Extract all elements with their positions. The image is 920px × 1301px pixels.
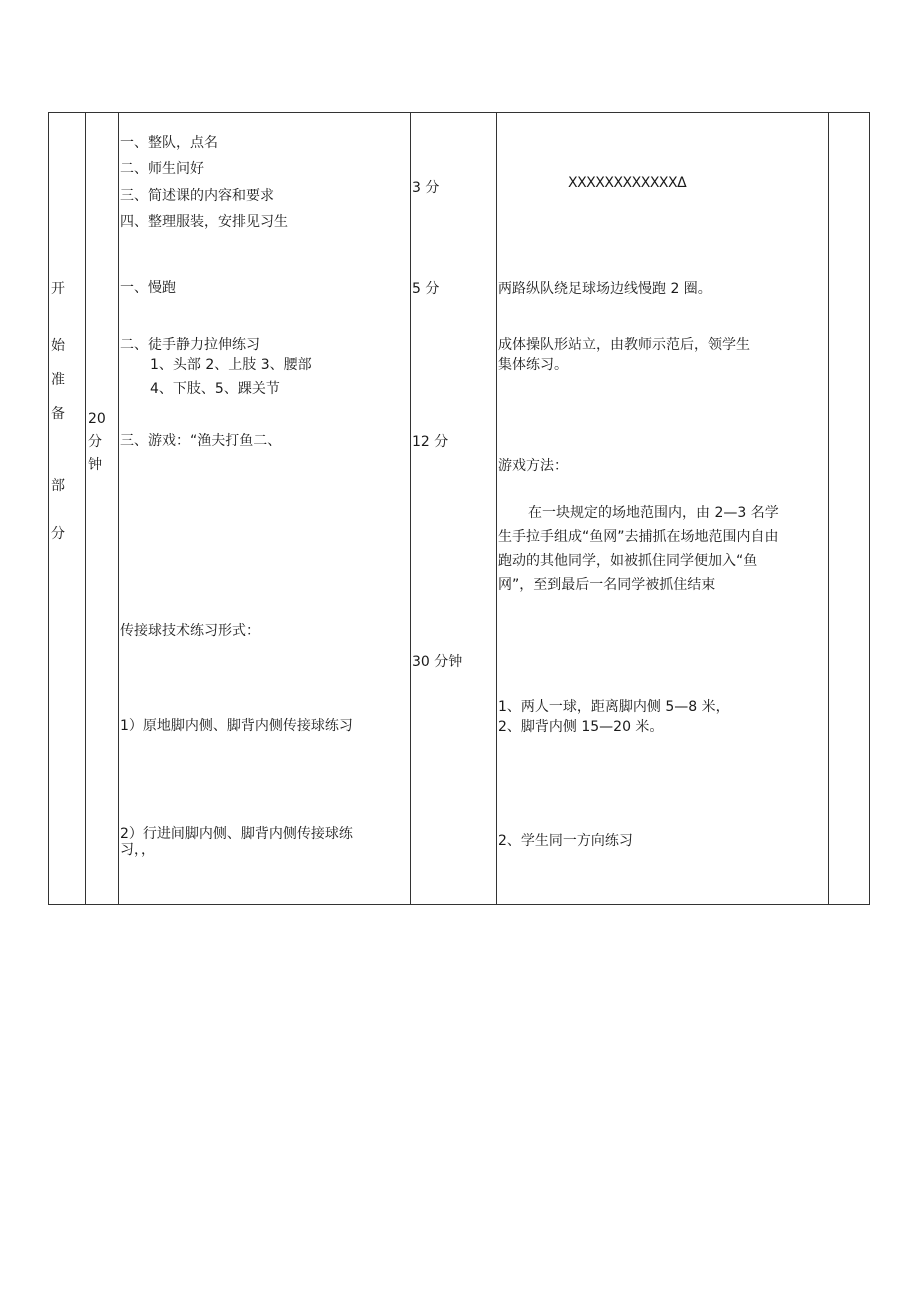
section-char-4: 备 bbox=[51, 406, 65, 422]
content-item-3: 三、简述课的内容和要求 bbox=[120, 188, 274, 204]
org-stretch-line-1: 成体操队形站立，由教师示范后，领学生 bbox=[498, 337, 750, 353]
content-stretch-line-1: 1、头部 2、上肢 3、腰部 bbox=[150, 357, 312, 373]
org-passing-1-line-2: 2、脚背内侧 15—20 米。 bbox=[498, 719, 664, 735]
column-divider-2 bbox=[118, 112, 119, 905]
content-item-4: 四、整理服装，安排见习生 bbox=[120, 214, 288, 230]
column-divider-3 bbox=[410, 112, 411, 905]
org-game-method: 游戏方法： bbox=[498, 458, 568, 474]
content-stretch: 二、徒手静力拉伸练习 bbox=[120, 337, 260, 353]
org-game-line-4: 网”，至到最后一名同学被抓住结束 bbox=[498, 577, 716, 593]
content-passing-2-line-1: 2）行进间脚内侧、脚背内侧传接球练 bbox=[120, 826, 353, 842]
column-divider-1 bbox=[85, 112, 86, 905]
section-char-5: 部 bbox=[51, 478, 65, 494]
formation-diagram: XXXXXXXXXXXXΔ bbox=[568, 175, 687, 191]
time-4: 30 分钟 bbox=[412, 654, 463, 670]
time-2: 5 分 bbox=[412, 281, 440, 297]
org-game-line-2: 生手拉手组成“鱼网”去捕抓在场地范围内自由 bbox=[498, 529, 779, 545]
org-jog: 两路纵队绕足球场边线慢跑 2 圈。 bbox=[498, 281, 712, 297]
org-game-line-1: 在一块规定的场地范围内，由 2—3 名学 bbox=[528, 505, 779, 521]
content-game: 三、游戏：“渔夫打鱼二、 bbox=[120, 433, 282, 449]
content-passing-2-line-2: 习，， bbox=[120, 842, 155, 858]
duration-unit-1: 分 bbox=[88, 434, 102, 450]
column-divider-5 bbox=[828, 112, 829, 905]
section-char-2: 始 bbox=[51, 338, 65, 354]
org-stretch-line-2: 集体练习。 bbox=[498, 357, 568, 373]
time-3: 12 分 bbox=[412, 434, 449, 450]
section-char-1: 开 bbox=[51, 281, 65, 297]
section-char-3: 准 bbox=[51, 372, 65, 388]
time-1: 3 分 bbox=[412, 180, 440, 196]
content-passing-1: 1）原地脚内侧、脚背内侧传接球练习 bbox=[120, 718, 353, 734]
column-divider-4 bbox=[496, 112, 497, 905]
content-item-1: 一、整队，点名 bbox=[120, 135, 218, 151]
content-stretch-line-2: 4、下肢、5、踝关节 bbox=[150, 381, 280, 397]
org-game-line-3: 跑动的其他同学，如被抓住同学便加入“鱼 bbox=[498, 553, 758, 569]
duration-value: 20 bbox=[88, 411, 106, 427]
org-passing-2: 2、学生同一方向练习 bbox=[498, 833, 633, 849]
duration-unit-2: 钟 bbox=[88, 457, 102, 473]
content-item-2: 二、师生问好 bbox=[120, 161, 204, 177]
section-char-6: 分 bbox=[51, 526, 65, 542]
org-passing-1-line-1: 1、两人一球，距离脚内侧 5—8 米， bbox=[498, 699, 730, 715]
content-jog: 一、慢跑 bbox=[120, 280, 176, 296]
content-passing-title: 传接球技术练习形式： bbox=[120, 623, 260, 639]
